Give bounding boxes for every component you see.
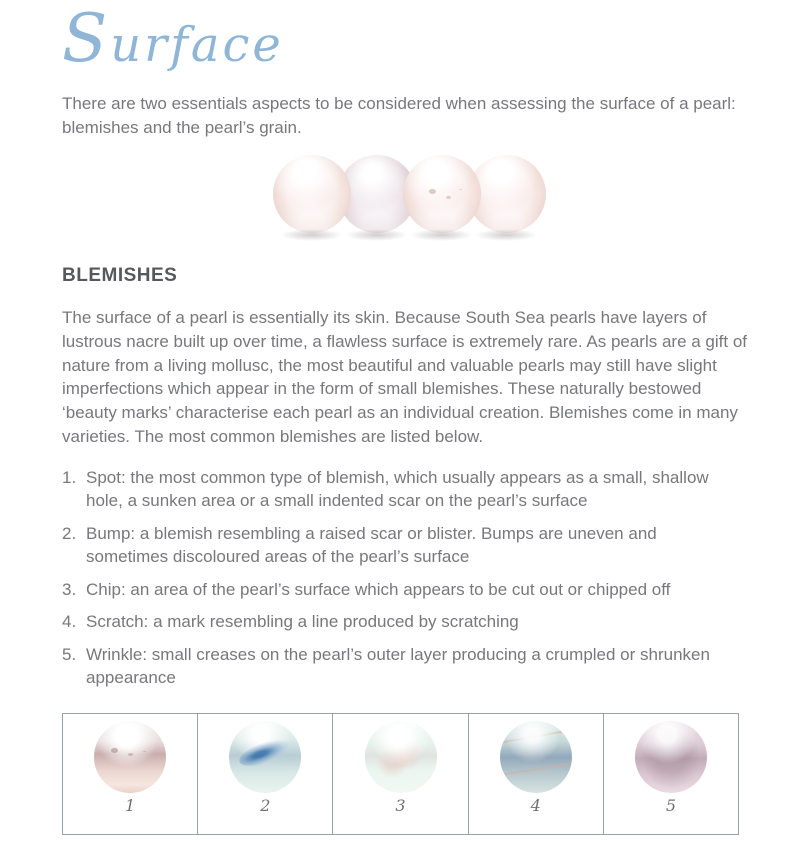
example-number: 5 bbox=[665, 795, 676, 815]
pearl-image-bump bbox=[229, 721, 301, 793]
list-number: 1. bbox=[62, 467, 77, 487]
intro-paragraph: There are two essentials aspects to be considered when assessing the surface of a pearl: blemishes and the pearl’s grain. bbox=[62, 94, 736, 137]
blemishes-paragraph: The surface of a pearl is essentially its skin. Because South Sea pearls have layers of lustrous nacre built up over time, a flawless surface is extremely rare. As pearls are a gift of nature from a living mollusc, the most beautiful and valuable pearls may still have slight imperfections which appear in the form of small blemishes. These naturally bestowed ‘beauty marks’ characterise each pearl as an individual creation. Blemishes come in many varieties. The most common blemishes are listed below. bbox=[62, 308, 748, 446]
example-cell-spot bbox=[63, 714, 198, 834]
blemish-examples-table bbox=[62, 713, 739, 835]
example-cell-chip bbox=[333, 714, 468, 834]
blemish-list bbox=[62, 466, 756, 690]
example-cell-scratch bbox=[469, 714, 604, 834]
example-cell-wrinkle bbox=[604, 714, 738, 834]
pearl-image-scratch bbox=[500, 721, 572, 793]
list-item-wrinkle bbox=[62, 643, 756, 690]
pearl-image-spot bbox=[94, 721, 166, 793]
list-text: Chip: an area of the pearl’s surface which appears to be cut out or chipped off bbox=[86, 579, 671, 599]
page-title: Surface bbox=[62, 0, 284, 77]
pearl-photo-3 bbox=[403, 155, 481, 233]
example-number: 1 bbox=[125, 795, 136, 815]
list-text: Spot: the most common type of blemish, which usually appears as a small, shallow hole, a sunken area or a small indented scar on the pearl’s surface bbox=[86, 467, 709, 511]
blemishes-heading: BLEMISHES bbox=[62, 265, 178, 286]
four-pearls-photo bbox=[264, 155, 554, 245]
list-number: 4. bbox=[62, 612, 77, 632]
pearl-image-wrinkle bbox=[635, 721, 707, 793]
list-number: 2. bbox=[62, 523, 77, 543]
list-number: 3. bbox=[62, 579, 77, 599]
list-item-bump bbox=[62, 522, 756, 569]
pearl-photo-1 bbox=[273, 155, 351, 233]
list-text: Bump: a blemish resembling a raised scar or blister. Bumps are uneven and sometimes discoloured areas of the pearl’s surface bbox=[86, 523, 657, 567]
list-number: 5. bbox=[62, 644, 77, 664]
example-number: 2 bbox=[260, 795, 271, 815]
example-cell-bump bbox=[198, 714, 333, 834]
list-item-scratch bbox=[62, 610, 756, 634]
list-text: Scratch: a mark resembling a line produced by scratching bbox=[86, 612, 519, 632]
example-number: 4 bbox=[530, 795, 541, 815]
pearl-image-chip bbox=[365, 721, 437, 793]
list-item-spot bbox=[62, 466, 756, 513]
list-item-chip bbox=[62, 578, 756, 602]
list-text: Wrinkle: small creases on the pearl’s outer layer producing a crumpled or shrunken appearance bbox=[86, 644, 710, 688]
example-number: 3 bbox=[395, 795, 406, 815]
